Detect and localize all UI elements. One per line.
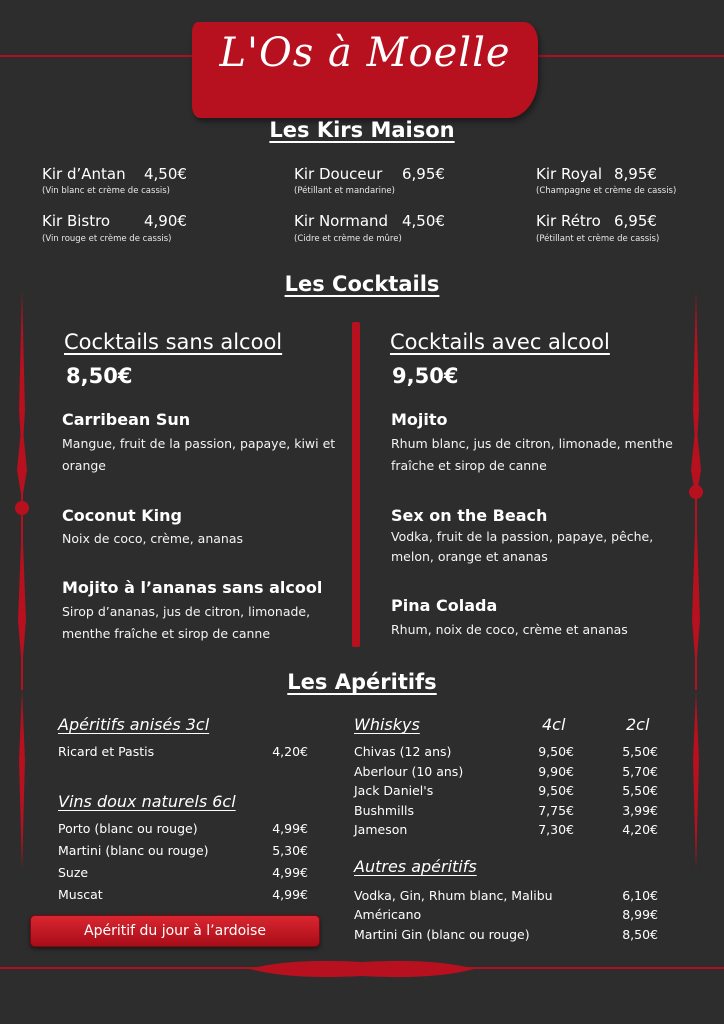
whisky-name: Jameson: [354, 822, 408, 837]
aperitif-item-price: 5,30€: [272, 843, 308, 858]
cocktail-desc: Rhum, noix de coco, crème et ananas: [391, 622, 628, 637]
sans-alcool-heading: Cocktails sans alcool: [64, 330, 283, 354]
whiskys-col2-label: 2cl: [626, 715, 650, 734]
whisky-name: Chivas (12 ans): [354, 744, 452, 759]
cocktail-name: Mojito: [391, 410, 448, 429]
kir-retro-name: Kir Rétro: [536, 212, 601, 230]
kir-retro-price: 6,95€: [614, 212, 657, 230]
aperitif-item-name: Muscat: [58, 887, 103, 902]
aperitifs-heading: Les Apéritifs: [287, 670, 437, 694]
cocktail-name: Coconut King: [62, 506, 182, 525]
whisky-price-2cl: 5,50€: [622, 783, 658, 798]
whisky-price-2cl: 5,70€: [622, 764, 658, 779]
cocktails-heading: Les Cocktails: [284, 272, 440, 296]
aperitif-item-price: 8,50€: [622, 927, 658, 942]
vins-doux-heading: Vins doux naturels 6cl: [58, 792, 236, 811]
kir-bistro-price: 4,90€: [144, 212, 187, 230]
kir-bistro-name: Kir Bistro: [42, 212, 111, 230]
whisky-price-4cl: 9,50€: [538, 783, 574, 798]
cocktail-desc: Mangue, fruit de la passion, papaye, kiwi et orange: [62, 436, 336, 473]
cocktail-name: Sex on the Beach: [391, 506, 548, 525]
cocktail-desc: Noix de coco, crème, ananas: [62, 531, 244, 546]
sans-alcool-price: 8,50€: [66, 364, 133, 388]
whisky-price-4cl: 9,50€: [538, 744, 574, 759]
kir-douceur-desc: (Pétillant et mandarine): [294, 186, 395, 196]
cocktail-desc: Rhum blanc, jus de citron, limonade, menthe fraîche et sirop de canne: [391, 436, 673, 473]
kir-normand-name: Kir Normand: [294, 212, 389, 230]
cocktail-name: Mojito à l’ananas sans alcool: [62, 578, 323, 597]
avec-alcool-price: 9,50€: [392, 364, 459, 388]
cocktails-divider: [352, 322, 360, 647]
kir-normand-desc: (Cidre et crème de mûre): [294, 234, 402, 244]
whisky-price-4cl: 7,75€: [538, 803, 574, 818]
bottom-ornament: [250, 958, 474, 980]
aperitif-item-name: Martini Gin (blanc ou rouge): [354, 927, 530, 942]
aperitif-item-name: Américano: [354, 907, 422, 922]
whisky-price-4cl: 7,30€: [538, 822, 574, 837]
aperitif-item-price: 4,99€: [272, 887, 308, 902]
whisky-price-2cl: 3,99€: [622, 803, 658, 818]
aperitif-item-price: 4,99€: [272, 821, 308, 836]
kir-antan-name: Kir d’Antan: [42, 165, 126, 183]
aperitif-item-price: 8,99€: [622, 907, 658, 922]
kir-bistro-desc: (Vin rouge et crème de cassis): [42, 234, 172, 244]
aperitif-item-price: 6,10€: [622, 888, 658, 903]
aperitif-item-name: Suze: [58, 865, 89, 880]
kir-retro-desc: (Pétillant et crème de cassis): [536, 234, 660, 244]
aperitif-item-name: Vodka, Gin, Rhum blanc, Malibu: [354, 888, 553, 903]
cocktail-name: Carribean Sun: [62, 410, 191, 429]
aperitif-item-price: 4,20€: [272, 744, 308, 759]
avec-alcool-heading: Cocktails avec alcool: [390, 330, 610, 354]
whisky-price-2cl: 4,20€: [622, 822, 658, 837]
kir-antan-desc: (Vin blanc et crème de cassis): [42, 186, 170, 196]
left-ornament: [10, 290, 34, 870]
whiskys-col1-label: 4cl: [542, 715, 566, 734]
aperitif-du-jour-button[interactable]: Apéritif du jour à l’ardoise: [30, 915, 320, 947]
whisky-price-2cl: 5,50€: [622, 744, 658, 759]
anises-heading: Apéritifs anisés 3cl: [58, 715, 210, 734]
aperitif-item-name: Martini (blanc ou rouge): [58, 843, 209, 858]
kir-douceur-name: Kir Douceur: [294, 165, 383, 183]
aperitif-item-price: 4,99€: [272, 865, 308, 880]
right-ornament: [684, 290, 708, 870]
whisky-name: Bushmills: [354, 803, 415, 818]
kir-royal-name: Kir Royal: [536, 165, 603, 183]
cocktail-name: Pina Colada: [391, 596, 498, 615]
aperitif-item-name: Ricard et Pastis: [58, 744, 155, 759]
cocktail-desc: Sirop d’ananas, jus de citron, limonade, menthe fraîche et sirop de canne: [62, 604, 311, 641]
kirs-heading: Les Kirs Maison: [269, 118, 455, 142]
whiskys-heading: Whiskys: [354, 715, 420, 734]
restaurant-title: L'Os à Moelle: [219, 30, 511, 76]
aperitif-item-name: Porto (blanc ou rouge): [58, 821, 198, 836]
kir-normand-price: 4,50€: [402, 212, 445, 230]
top-left-rule: [0, 55, 200, 57]
kir-antan-price: 4,50€: [144, 165, 187, 183]
kir-royal-desc: (Champagne et crème de cassis): [536, 186, 677, 196]
autres-heading: Autres apéritifs: [354, 857, 477, 876]
top-right-rule: [530, 55, 724, 57]
whisky-name: Jack Daniel's: [354, 783, 434, 798]
kir-royal-price: 8,95€: [614, 165, 657, 183]
kir-douceur-price: 6,95€: [402, 165, 445, 183]
whisky-price-4cl: 9,90€: [538, 764, 574, 779]
whisky-name: Aberlour (10 ans): [354, 764, 464, 779]
cocktail-desc: Vodka, fruit de la passion, papaye, pêche, melon, orange et ananas: [391, 529, 654, 564]
